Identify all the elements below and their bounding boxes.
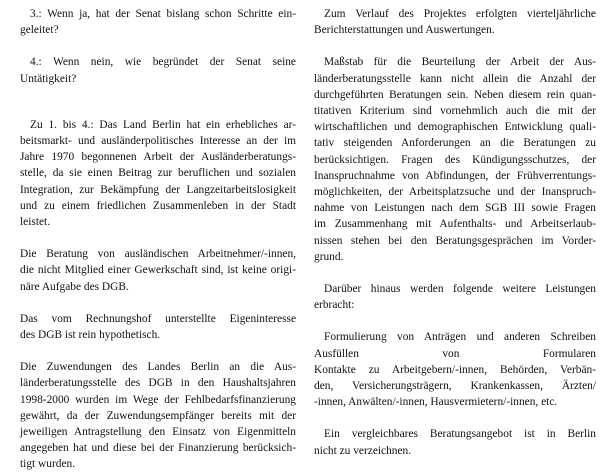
text-line: nahme von Leistungen nach dem SGB III sowie Fragen: [314, 202, 596, 215]
text-line: des DGB ist rein hypothetisch.: [20, 329, 161, 342]
text-line: leistet.: [20, 216, 51, 229]
text-line: nissen stehen bei den Beratungsgesprächen im Vorder-: [314, 234, 596, 247]
paragraph: [314, 426, 596, 458]
paragraph: [314, 281, 596, 313]
paragraph: [314, 6, 596, 38]
text-line: Die Beratung von ausländischen Arbeitnehmer/-innen,: [20, 248, 296, 261]
text-line: berücksichtigen. Fragen des Kündigungsschutzes, der: [314, 153, 596, 166]
paragraph: [20, 311, 296, 343]
paragraph: [20, 359, 296, 472]
text-line: länderberatungsstelle des DGB in den Haushaltsjahren: [20, 377, 296, 390]
text-line: Das vom Rechnungshof unterstellte Eigeninteresse: [20, 312, 296, 325]
text-line: im Zusammenhang mit Aufenthalts- und Arbeitserlaub-: [314, 218, 596, 231]
text-line: die nicht Mitglied einer Gewerkschaft sind, ist keine origi-: [20, 264, 296, 277]
text-line: tativ steigenden Anforderungen an die Beratungen zu: [314, 137, 596, 150]
paragraph: [314, 329, 596, 410]
text-line: 1998-2000 wurden im Wege der Fehlbedarfsfinanzierung: [20, 393, 296, 406]
text-line: gewährt, da der Zuwendungsempfänger bereits mit der: [20, 409, 296, 422]
text-line: und zu einem friedlichen Zusammenleben in der Stadt: [20, 199, 296, 212]
text-line: durchgeführten Beratungen sein. Neben diesem rein quan-: [314, 88, 596, 101]
text-line: näre Aufgabe des DGB.: [20, 280, 129, 293]
text-line: Jahre 1970 begonnenen Arbeit der Ausländerberatungs-: [20, 151, 296, 164]
text-line: titativen Kriterium sind vornehmlich auch die mit der: [314, 105, 596, 118]
text-line: länderberatungsstelle kann nicht allein die Anzahl der: [314, 72, 596, 85]
paragraph: [20, 6, 296, 38]
text-line: möglichkeiten, der Arbeitsplatzsuche und der Inanspruch-: [314, 186, 596, 199]
text-line: Darüber hinaus werden folgende weitere Leistungen: [324, 283, 596, 296]
text-line: Formulierung von Anträgen und anderen Schreiben: [324, 331, 596, 344]
text-line: jeweiligen Antragstellung den Einsatz von Eigenmitteln: [20, 426, 296, 439]
text-line: stelle, da sie einen Beitrag zur beruflichen und sozialen: [20, 167, 296, 180]
left-text-column: [20, 6, 296, 473]
text-line: Integration, zur Bekämpfung der Langzeitarbeitslosigkeit: [20, 183, 296, 196]
text-line: Maßstab für die Beurteilung der Arbeit der Aus-: [324, 56, 596, 69]
text-line: wirtschaftlichen und demographischen Entwicklung quali-: [314, 121, 596, 134]
text-line: 4.: Wenn nein, wie begründet der Senat seine: [30, 56, 296, 69]
text-line: nicht zu verzeichnen.: [314, 444, 412, 457]
text-line: Inanspruchnahme von Abfindungen, der Frühverrentungs-: [314, 169, 596, 182]
text-line: Ein vergleichbares Beratungsangebot ist in Berlin: [324, 428, 596, 441]
text-line: grund.: [314, 250, 344, 263]
text-line: beitsmarkt- und ausländerpolitisches Interesse an der im: [20, 135, 296, 148]
text-line: Berichterstattungen und Auswertungen.: [314, 24, 495, 37]
text-line: tigt wurden.: [20, 458, 76, 471]
text-line: 3.: Wenn ja, hat der Senat bislang schon Schritte ein-: [30, 8, 296, 20]
text-line: Zu 1. bis 4.: Das Land Berlin hat ein erhebliches ar-: [30, 118, 296, 131]
text-line: den, Versicherungsträgern, Krankenkassen, Ärzten/: [314, 380, 596, 393]
right-text-column: [314, 6, 596, 459]
text-line: Kontakte zu Arbeitgebern/-innen, Behörden, Verbän-: [314, 363, 596, 376]
paragraph: [20, 117, 296, 230]
paragraph: [314, 54, 596, 265]
text-line: erbracht:: [314, 299, 355, 312]
text-line: Ausfüllen von Formularen: [314, 347, 596, 360]
text-line: geleitet?: [20, 24, 59, 37]
paragraph: [20, 54, 296, 86]
text-line: Untätigkeit?: [20, 72, 77, 85]
text-line: Zum Verlauf des Projektes erfolgten vierteljährliche: [324, 8, 596, 20]
text-line: Die Zuwendungen des Landes Berlin an die Aus-: [20, 361, 296, 374]
text-line: -innen, Anwälten/-innen, Hausvermietern/-innen, etc.: [314, 396, 558, 409]
paragraph: [20, 246, 296, 295]
text-line: angegeben hat und diese bei der Finanzierung berücksich-: [20, 442, 296, 455]
